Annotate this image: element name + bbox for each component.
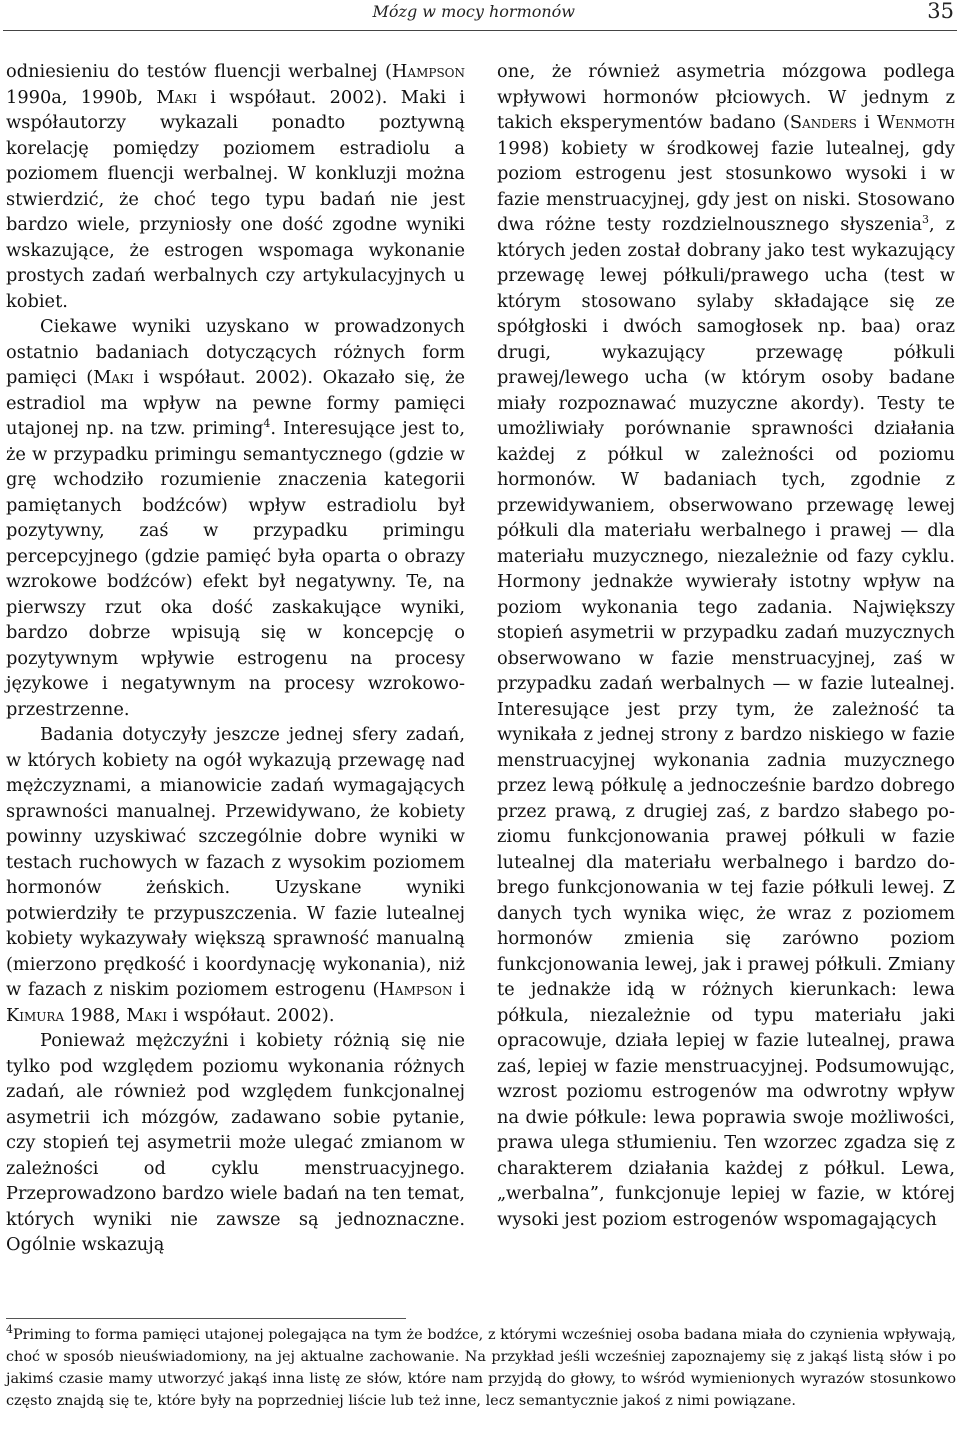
- citation-author: Sanders: [789, 112, 857, 133]
- paragraph: Ciekawe wyniki uzyskano w prowadzonych ostatnio badaniach dotyczących różnych form pamięci (Maki i współaut. 2002). Okazało się, że estradiol ma wpływ na pewne formy pamięci utajonej np. na tzw. priming$^4$. Interesujące jest to, że w przypadku primingu semantycznego (gdzie w grę wchodziło rozumienie znaczenia kategorii pamiętanych bodźców) wpływ estradiolu był pozytywny, zaś w przypadku primingu percepcyjnego (gdzie pamięć była oparta o obrazy wzrokowe bodźców) efekt był negatywny. Te, na pierwszy rzut oka dość zaskakujące wyniki, bardzo dobrze wpisują się w koncepcję o pozytywnym wpływie estrogenu na procesy językowe i negatywnym na procesy wzrokowo-przestrzenne.: [6, 316, 466, 720]
- left-column: [6, 59, 465, 1258]
- paragraph: Badania dotyczyły jeszcze jednej sfery zadań, w których kobiety na ogół wykazują przewagę nad mężczyznami, a mianowicie zadań wymagających sprawności manualnej. Przewidywano, że kobiety powinny uzyskiwać szczególnie dobre wyniki w testach ruchowych w fazach z wysokim poziomem hormonów żeńskich. Uzyskane wyniki potwierdziły te przypuszczenia. W fazie lutealnej kobiety wykazywały większą sprawność manualną (mierzono prędkość i koordynację wykonania), niż w fazach z niskim poziomem estrogenu (Hampson i Kimura 1988, Maki i współaut. 2002).: [6, 724, 465, 1026]
- citation-author: Kimura: [6, 1004, 65, 1026]
- footnote-number: 4: [6, 1323, 13, 1337]
- citation-author: Maki: [93, 367, 134, 388]
- paragraph: one, że również asymetria mózgowa podlega wpływowi hormonów płciowych. W jednym z takich eksperymentów badano (Sanders i Wenmoth 1998) kobiety w środkowej fazie lutealnej, gdy poziom estrogenu jest stosunkowo wysoki i w fazie menstruacyjnej, gdy jest on niski. Stosowano dwa różne testy rozdzielnousznego słyszenia$^3$, z których jeden został dobrany jako test wykazujący przewagę lewej półkuli/prawego ucha (test w którym stosowano sylaby składające się ze spółgłoski i dwóch samogłosek np. baa) oraz drugi, wykazujący przewagę półkuli prawej/lewego ucha (w którym osoby badane miały rozpoznawać muzyczne akordy). Testy te umożliwiały porównanie sprawności działania każdej z półkul w zależności od poziomu hormonów. W badaniach tych, zgodnie z przewidywaniem, obserwowano przewagę lewej półkuli dla materiału werbalnego i prawej — dla materiału muzycznego, niezależnie od fazy cyklu. Hormony jednakże wywierały istotny wpływ na poziom wykonania tego zadania. Największy stopień asymetrii w przypadku zadań muzycznych obserwowano w fazie menstruacyjnej, zaś w przypadku zadań werbalnych — w fazie lutealnej. Interesujące jest przy tym, że zależność ta wynikała z jednej strony z bardzo niskiego w fazie menstruacyjnej wykonania zadnia muzycznego przez lewą półkulę a jednocześnie bardzo dobrego przez prawą, z drugiej zaś, z bardzo słabego poziomu funkcjonowania prawej półkuli w fazie lutealnej dla materiału werbalnego i bardzo dobrego funkcjonowania w tej fazie półkuli lewej. Z danych tych wynika więc, że wraz z poziomem hormonów zmienia się zarówno poziom funkcjonowania lewej, jak i prawej półkuli. Zmiany te jednakże idą w różnych kierunkach: lewa półkula, niezależnie od typu materiału jaki opracowuje, działa lepiej w fazie lutealnej, prawa zaś, lepiej w fazie menstruacyjnej. Podsumowując, wzrost poziomu estrogenów ma odwrotny wpływ na dwie półkule: lewa poprawia swoje możliwości, prawa ulega stłumieniu. Ten wzorzec zgadza się z charakterem działania każdej z półkul. Lewa, „werbalna”, funkcjonuje lepiej w fazie, w której wysoki jest poziom estrogenów wspomagających: [497, 61, 955, 1230]
- citation-author: Maki: [156, 86, 197, 108]
- paragraph: odniesieniu do testów fluencji werbalnej (Hampson 1990a, 1990b, Maki i współaut. 2002). Maki i współautorzy wykazali ponadto poztywną korelację pomiędzy poziomem estradiolu a poziomem fluencji werbalnej. W konkluzji można stwierdzić, że choć tego typu badań nie jest bardzo wiele, przyniosły one dość zgodne wyniki wskazujące, że estrogen wspomaga wykonanie prostych zadań werbalnych czy artykulacyjnych u kobiet.: [6, 61, 465, 312]
- footnote-marker: 4: [263, 417, 271, 431]
- right-column: [497, 59, 955, 1232]
- footnote-rule: [6, 1318, 406, 1319]
- paragraph: Ponieważ mężczyźni i kobiety różnią się nie tylko pod względem poziomu wykonania różnych zadań, ale również pod względem funkcjonalnej asymetrii ich mózgów, zadawano sobie pytanie, czy stopień tej asymetrii może ulegać zmianom w zależności od cyklu menstruacyjnego. Przeprowadzono bardzo wiele badań na ten temat, których wyniki nie zawsze są jednoznaczne. Ogólnie wskazują: [6, 1030, 465, 1255]
- page-number: 35: [927, 0, 954, 23]
- citation-author: Wenmoth: [876, 112, 955, 133]
- running-title: Mózg w mocy hormonów: [372, 2, 575, 21]
- footnote: [6, 1324, 956, 1412]
- footnote-marker: 3: [921, 213, 929, 227]
- citation-author: Hampson: [379, 979, 453, 1000]
- header-rule: [3, 30, 957, 31]
- footnote-text: Priming to forma pamięci utajonej polegająca na tym że bodźce, z którymi wcześniej osoba badana miała do czynienia wpływają, choć w sposób nieuświadomiony, na jej aktualne zachowanie. Na przykład jeśli wcześniej zapoznajemy się z jakąś listą słów i po jakimś czasie mamy utworzyć jakąś inna listę ze słów, które nam przyjdą do głowy, to wśród wymienionych wyrazów stosunkowo często znajdą się te, które były na poprzedniej liście lub też inne, lecz semantycznie jakoś z nimi powiązane.: [6, 1327, 956, 1409]
- citation-author: Hampson: [391, 61, 465, 82]
- citation-author: Maki: [126, 1004, 167, 1026]
- page-header: [0, 0, 960, 30]
